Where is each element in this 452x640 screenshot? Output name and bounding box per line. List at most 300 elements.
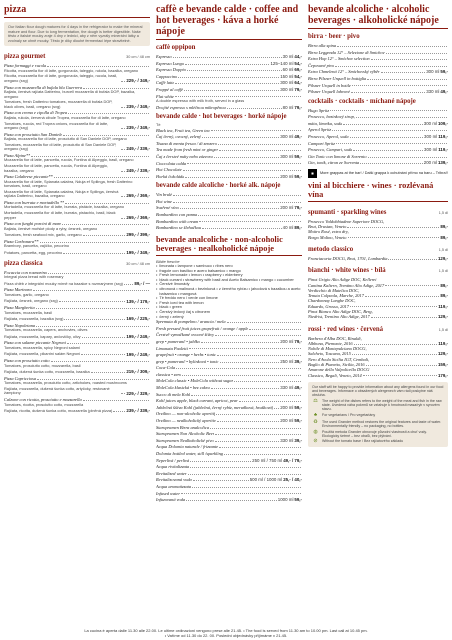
pizza-section-header	[4, 50, 150, 63]
menu-item-line	[156, 491, 302, 496]
wine-title: vini al bicchiere · wines · rozlévaná vína	[308, 181, 448, 202]
item-price: 199,- / 249,-	[126, 351, 150, 357]
menu-item-line	[156, 319, 302, 324]
pizza-item	[4, 358, 150, 368]
menu-item-line	[308, 50, 448, 55]
item-name: Spremuta di pompelmo / arancia / mela	[156, 319, 226, 325]
leader-dots	[82, 337, 126, 338]
drink-item	[156, 359, 302, 364]
menu-item-line	[308, 134, 448, 139]
drink-item	[156, 444, 302, 449]
wine-unit-label: 1,5 dl	[438, 210, 448, 215]
wine-price: 159,-	[437, 362, 448, 368]
item-name: Pizza Calabrese piccante**	[4, 174, 53, 180]
soft-drink-option: • Čerstvé limonády	[156, 282, 302, 287]
item-name: Dolomia bottled water, still /sparkling	[156, 451, 223, 456]
leader-dots	[190, 467, 301, 468]
leader-dots	[274, 408, 279, 409]
item-name: Caffè latte	[156, 80, 175, 86]
drink-item	[156, 392, 302, 397]
item-name: Acqua aromatizzata	[156, 483, 192, 489]
wine-name: Classico, Begali, Veneto, 2014	[308, 372, 362, 378]
item-quantity: 200 ml	[280, 173, 294, 179]
menu-item-line	[156, 405, 302, 410]
leader-dots	[36, 308, 149, 309]
leader-dots	[48, 273, 149, 274]
drink-item	[156, 451, 302, 456]
drink-item	[156, 105, 302, 110]
leader-dots	[64, 319, 125, 320]
pizza-desc-line	[4, 369, 150, 374]
item-name: Prosecco, Campari, soda	[308, 147, 353, 153]
wine-price: 179,-	[437, 372, 448, 378]
drink-item	[156, 128, 302, 133]
item-name: Succo di mela Kohl	[156, 391, 191, 397]
cocktail-subtitle: cocktails · cocktails · míchané nápoje	[308, 97, 416, 105]
drink-item	[156, 431, 302, 436]
pizza-item	[4, 122, 150, 131]
pizza-section-title: pizza gourmet	[4, 53, 46, 61]
item-name: Neperlivá / perlivá	[156, 457, 190, 463]
item-price: 229,- / 349,-	[126, 78, 150, 84]
item-name: Pizza Alpine**	[4, 153, 31, 158]
wine-price: 129,-	[437, 255, 448, 261]
menu-item-line	[156, 438, 302, 443]
drink-item	[156, 425, 302, 430]
pizza-description: Integral pizza bread with rosemary	[4, 274, 64, 280]
item-name: Orzilino — nealkoholický aperitiv	[156, 418, 216, 424]
soft-title: bevande analcoliche · non-alcoholic beverages · nealkoholické nápoje	[156, 235, 302, 256]
drink-description: A double espresso with milk froth, served in a glass	[156, 97, 245, 103]
wine-name: Eduardo, Grosso, 2017	[308, 303, 349, 309]
item-name: Pizza con mozzarella di bufala blu Guerrera	[4, 84, 83, 90]
drink-item	[156, 497, 302, 502]
soft-drink-option: • černý • zelený	[156, 315, 302, 320]
drink-item	[156, 464, 302, 469]
leader-dots	[371, 59, 447, 60]
soft-sub: Bibite fresche	[156, 258, 180, 264]
item-price: 79,-	[294, 205, 302, 211]
drink-item	[156, 61, 302, 66]
pizza-item	[4, 100, 150, 109]
pizza-column	[4, 4, 150, 415]
item-price: 199,- / 249,-	[126, 333, 150, 339]
wine-group-title: metodo classico	[308, 245, 354, 253]
item-quantity: 200 ml	[280, 404, 294, 410]
item-name: Frappé al caffè	[156, 86, 184, 92]
menu-item-line	[156, 339, 302, 344]
leader-dots	[183, 170, 301, 171]
leader-dots	[218, 144, 301, 145]
item-name: Staropramen Birra analcolica	[156, 424, 210, 430]
item-quantity: 300 ml	[423, 120, 437, 126]
soft-drink-option: • citronová • malinová • bezinková • z černého rybízu • jahodová s bazalkou a aceto balsamico • mangová	[156, 287, 302, 296]
menu-item-line	[156, 212, 302, 217]
allergen-text: Our staff will be happy to provide information about any allergens found in our food and beverages. Informace o obsažených alergenech vám rádi poskytne náš obsluha.	[312, 384, 444, 398]
menu-item-line	[156, 411, 302, 416]
pizza-description: Mozzarella fior di latte, Spianata calabra, Nduja ef Spilinga, fresh Datterino tomatoes, basil, oregano	[4, 178, 133, 189]
item-name: Flat white	[156, 93, 174, 99]
pizza-item	[4, 85, 150, 99]
dough-note: Our Italian flour dough matures for 4 days in the refrigerator to make the mineral mature and flour. Due to long fermentation, the dough is better digestible. Naše těsto z italské mouky zraje 4 dny v lednici, aby z něm vyzrály minerální látky a zvolnaly se ohně mouky. Těsto je díky dlouhé fermentaci lépe stravitelné.	[4, 22, 150, 46]
pizza-description: Bajlata, rukola, červená cibule Tropea, mozzarella fior di latte, oregano	[4, 114, 126, 120]
leader-dots	[354, 344, 438, 345]
item-name: Tea made from fresh mint or ginger	[156, 147, 219, 153]
menu-item-line	[156, 477, 302, 482]
coffee-title: caffè e bevande calde · coffee and hot beverages · káva a horké nápoje	[156, 4, 302, 40]
leader-dots	[385, 285, 439, 286]
eco-icon: ♻	[313, 418, 318, 425]
item-name: Extra Hop 12° – Smíchov selection	[308, 56, 370, 62]
item-name: Horká čokoláda	[156, 173, 185, 179]
drink-item	[156, 398, 302, 403]
coffee-subtitle: caffè oppipon	[156, 44, 196, 51]
item-price: 54,-	[294, 73, 302, 79]
pizza-desc-line	[4, 299, 150, 304]
item-name: Infused water	[156, 490, 181, 496]
menu-item-line	[156, 431, 302, 436]
leader-dots	[192, 487, 301, 488]
pizza-description: Tomatoes, mozzarella, prosciutto cotto, artichokes, roasted mushrooms	[4, 380, 127, 386]
item-name: Revitalized water	[156, 470, 187, 476]
item-price: 59,-	[294, 497, 302, 503]
leader-dots	[124, 284, 133, 285]
opening-hours-footer	[0, 628, 452, 638]
leader-dots	[210, 428, 301, 429]
item-name: Gin, tonik, citron ze Sorrenta	[308, 160, 360, 166]
footer-line-2: • Vaříme od 11.30 do 22. 00. Poslední objednávky přijímáme v 21.45.	[164, 633, 288, 638]
leader-dots	[360, 163, 423, 164]
item-price: 269,- / 369,-	[126, 214, 150, 220]
drink-item	[156, 339, 302, 344]
pizza-description: Rajčata, ricotta, dušená šunka cotto, mozzarella (plněná pizza)	[4, 408, 113, 414]
pizza-desc-line	[4, 143, 150, 152]
menu-item-line	[156, 398, 302, 403]
beer-subtitle: birra · beer · pivo	[308, 33, 360, 40]
drink-item	[156, 87, 302, 92]
leader-dots	[227, 108, 282, 109]
item-name: Pilsner Urquell lahvové	[308, 89, 351, 95]
wine-name: Tenuta Colpaola, Marche, 2017	[308, 293, 364, 299]
pizza-item	[4, 200, 150, 210]
leader-dots	[224, 454, 301, 455]
pizza-description: Mortadella, mozzarella fior di latte, burrata, pistachio, basil, black pepper	[4, 210, 116, 220]
pizza-description: Mortadella, mozzarella fior di latte, burrata, pistácie, bazalka, oregano	[4, 204, 125, 210]
menu-item-line	[156, 444, 302, 449]
pizza-description: Tomatoes, rucola, red Tropea onions, mozzarella fior di latte, oregano (sxg)	[4, 120, 109, 131]
leader-dots	[186, 500, 277, 501]
pizza-desc-line	[4, 352, 150, 357]
pizza-item	[4, 190, 150, 199]
leader-dots	[175, 83, 279, 84]
pizza-desc-line	[4, 100, 150, 109]
wine-name: Franciacorta DOCG, Brut, 1701, Lombardia	[308, 255, 388, 261]
menu-item-line	[156, 128, 302, 133]
drink-item	[156, 199, 302, 204]
scale-icon: ⚖	[313, 398, 318, 405]
alcohol-column	[308, 4, 448, 447]
legend-item	[312, 413, 444, 418]
wine-name: Albbona, Piemonte, 2016	[308, 340, 353, 346]
drink-item	[308, 154, 448, 159]
pizza-item	[4, 174, 150, 188]
leader-dots	[211, 388, 280, 389]
leader-dots	[350, 306, 437, 307]
item-quantity: 40 ml	[282, 225, 294, 231]
menu-item-line	[156, 359, 302, 364]
item-price: 169,- / 225,-	[126, 316, 150, 322]
pizza-item	[4, 369, 150, 374]
legend-text: Použitá metoda Grander obnovuje původní vlastnosti a chuť vody. Ekologicky šetrné – bez obalů, bez plýtvání.	[322, 429, 427, 438]
drink-item	[156, 385, 302, 390]
pizza-desc-line	[4, 137, 150, 142]
item-name: Čaj černý, ovocný, zelený	[156, 134, 201, 140]
item-name: Pizza con prosciutto San Daniele	[4, 131, 63, 137]
item-name: Pizza formaggi e rucola	[4, 63, 47, 69]
drink-item	[156, 212, 302, 217]
menu-item-line	[156, 425, 302, 430]
pizza-description: Pizza chléb z integrální mouky mírně na bazalce s rozmarýnem (sxg)	[4, 280, 123, 286]
pizza-desc-line	[4, 164, 150, 173]
item-name: Čerstvě vymačkané ovocné šťávy	[156, 332, 215, 338]
menu-item-line	[156, 192, 302, 197]
leader-dots	[227, 322, 301, 323]
soft-drink-option: • Fresh lemonade • lemon • raspberry • elderberry	[156, 273, 302, 278]
pizza-description: Tomatoes, mozzarella, capers, anchovies, olives	[4, 327, 88, 333]
leader-dots	[193, 480, 249, 481]
pizza-desc-line	[4, 275, 150, 280]
leader-dots	[188, 474, 301, 475]
item-name: Pilsner Urquell in bottle	[308, 82, 351, 88]
pizza-item	[4, 299, 150, 304]
legend-text: For vegetarians / Pro vegetariány	[322, 413, 376, 418]
menu-item-line	[156, 458, 302, 463]
pizza-item	[4, 221, 150, 231]
item-price: 89,- / —	[134, 280, 150, 286]
leader-dots	[353, 150, 423, 151]
item-quantity: 200 ml	[423, 160, 437, 166]
soft-drink-option: • limonata • lampone • sambuco • ribes nero	[156, 264, 302, 269]
pizza-item	[4, 397, 150, 407]
item-name: Jablečná šťáva Kohl (jablečná, černý rybíz, meruňková, hrušková)	[156, 404, 274, 410]
grappa-note	[308, 169, 448, 178]
pizza-description: Brambory, pancetta, vajíčko, pecorino	[4, 243, 70, 249]
drink-item	[308, 108, 448, 113]
leader-dots	[182, 375, 301, 376]
wine-group-header	[308, 323, 448, 336]
drink-item	[156, 477, 302, 482]
leader-dots	[202, 228, 281, 229]
leader-dots	[388, 259, 437, 260]
menu-item-line	[156, 392, 302, 397]
leader-dots	[332, 130, 447, 131]
legend-item	[312, 439, 444, 444]
leader-dots	[187, 70, 282, 71]
leader-dots	[185, 177, 279, 178]
drink-item	[156, 438, 302, 443]
leader-dots	[121, 218, 125, 219]
leader-dots	[216, 414, 301, 415]
drink-item	[156, 154, 302, 159]
leader-dots	[121, 107, 125, 108]
pizza-item	[4, 211, 150, 220]
item-name: máta, limetka, soda	[308, 120, 343, 126]
wine-group-header	[308, 264, 448, 277]
pizza-description: Ricotta, mozzarella fior di latte, gorgonzola, taleggio, rucola, basil, oregano (sxg)	[4, 73, 118, 83]
menu-item-line	[156, 174, 302, 179]
pizza-desc-line	[4, 281, 150, 286]
pizza-description: Mozzarella fior di latte, pancetta, rucola, Fontina di Alpeggio, bazalka, oregano	[4, 163, 109, 173]
drink-item	[308, 160, 448, 165]
pizza-desc-line	[4, 244, 150, 249]
item-name: Hugo Spritz	[308, 107, 330, 113]
drink-item	[308, 89, 448, 94]
item-price: 109,-	[437, 120, 448, 126]
pizza-item	[4, 334, 150, 339]
wine-group-title: rossi · red wines · červená	[308, 325, 384, 333]
leader-dots	[201, 342, 279, 343]
drink-item	[156, 352, 302, 357]
pizza-item	[4, 63, 150, 73]
wine-group-header	[308, 206, 448, 219]
pizza-description: Rajčata, česnek, oregano (sxg)	[4, 298, 58, 304]
item-price: 239,- / 339,-	[126, 408, 150, 414]
item-name: Birra alla spina	[308, 43, 337, 48]
leader-dots	[335, 66, 447, 67]
item-name: Espresso Lungo	[156, 60, 185, 66]
wine-group	[308, 243, 448, 261]
item-quantity: 300 ml	[424, 133, 438, 139]
drink-item	[156, 378, 302, 383]
drink-item	[156, 346, 302, 351]
item-quantity: 250 ml	[280, 358, 294, 364]
pizza-size-label: 30 cm / 48 cm	[126, 261, 150, 266]
pizza-size-label: 30 cm / 48 cm	[126, 55, 150, 60]
item-name: Čaj z čerstvé máty nebo zázvoru	[156, 153, 213, 159]
pizza-desc-line	[4, 328, 150, 333]
menu-item-line	[156, 219, 302, 224]
item-quantity: 80 ml	[282, 104, 294, 110]
leader-dots	[59, 301, 125, 302]
item-price: 79,-	[294, 338, 302, 344]
drink-item	[308, 121, 448, 126]
leader-dots	[199, 221, 301, 222]
leader-dots	[185, 64, 269, 65]
pizza-desc-line	[4, 232, 150, 237]
item-price: 139,-	[437, 160, 448, 166]
wine-name: Baglio di Pianetto, Sicilia, 2016	[308, 362, 365, 368]
leader-dots	[51, 361, 149, 362]
drink-item	[308, 114, 448, 119]
item-price: 139,- / 179,-	[126, 298, 150, 304]
wine-price: 89,-	[440, 234, 448, 240]
drink-item	[156, 372, 302, 377]
drink-item	[156, 80, 302, 85]
soft-drink-option: • black currant • strawberry with basil and Aceto Balsamico • mango • cucumber	[156, 278, 302, 283]
leader-dots	[198, 215, 301, 216]
item-name: Extra Chmelená 12° – Smíchovský výběr	[308, 69, 380, 75]
wine-item	[308, 373, 448, 378]
item-name: Pizza Napoletana	[4, 322, 36, 328]
pizza-desc-line	[4, 211, 150, 220]
drink-item	[156, 411, 302, 416]
menu-item-line	[308, 108, 448, 113]
allergen-callout	[308, 382, 448, 448]
legend-item	[312, 430, 444, 438]
pizza-desc-line	[4, 190, 150, 199]
item-name: Aperol Spritz	[308, 127, 332, 133]
menu-item-line	[156, 87, 302, 92]
leader-dots	[184, 90, 279, 91]
item-name: Campari Spritz	[308, 140, 335, 146]
menu-item-line	[156, 471, 302, 476]
item-quantity: 330 ml	[280, 437, 294, 443]
item-price: 59,-	[294, 404, 302, 410]
menu-item-line	[308, 89, 448, 94]
leader-dots	[81, 354, 125, 355]
item-price: 269,- / 369,-	[126, 193, 150, 199]
pizza-description: Mozzarella fior di latte, Spianata calabra, Nduja e Spilinga, čerstvá rajčata Datterino, bazalka, oregano	[4, 188, 119, 199]
item-name: Hot wine	[156, 198, 172, 204]
leader-dots	[187, 163, 301, 164]
leader-dots	[215, 335, 301, 336]
pizza-item	[4, 352, 150, 357]
menu-item-line	[308, 127, 448, 132]
wine-price: 129,-	[437, 351, 448, 357]
menu-item-line	[156, 418, 302, 423]
item-name: Acqua Dolomia naturale / frizzante	[156, 444, 219, 450]
legend-item	[312, 399, 444, 412]
wine-unit-label: 1,5 dl	[438, 269, 448, 274]
item-quantity: 30 ml	[282, 54, 294, 59]
wine-group-title: bianchi · white wines · bílá	[308, 267, 386, 275]
item-price: 69,-	[294, 67, 302, 73]
item-name: Fresh pressed fruit juices grapefruit / orange / apple	[156, 325, 249, 331]
wine-name: Niedrist, Trentino Alto Adige, 2017	[308, 314, 370, 320]
leader-dots	[215, 441, 280, 442]
leader-dots	[352, 354, 437, 355]
item-name: Dvojité espresso s mléčnou mikropěnou	[156, 104, 226, 110]
item-name: Prosecco, Aperol, soda	[308, 133, 349, 139]
leader-dots	[176, 368, 301, 369]
leader-dots	[178, 77, 279, 78]
item-name: Bombardino con panna	[156, 211, 198, 217]
pizza-item	[4, 153, 150, 163]
item-price: 59,-	[294, 418, 302, 424]
wine-name: Pinot Bianco Alto Adige DOC, Berg,	[308, 308, 373, 314]
menu-item-line	[308, 114, 448, 119]
item-name: Espresso Doppio	[156, 67, 186, 73]
leader-dots	[330, 110, 447, 111]
pizza-item	[4, 110, 150, 120]
pizza-desc-line	[4, 180, 150, 189]
qr-code-icon[interactable]	[308, 169, 317, 178]
item-name: grep • pomeranč • bylinková • tonic	[156, 358, 219, 364]
drink-item	[156, 141, 302, 146]
item-price: 119,-	[438, 147, 448, 153]
item-name: Pizza con funghi porcini di mare	[4, 221, 62, 227]
leader-dots	[217, 355, 301, 356]
menu-item-line	[156, 134, 302, 139]
leader-dots	[386, 53, 447, 54]
item-price: 49,-	[294, 134, 302, 140]
drink-item	[156, 418, 302, 423]
drink-item	[156, 458, 302, 463]
menu-item-line	[156, 365, 302, 370]
wine-name: Nero d'Avola Sicilia IGT, Cembali,	[308, 356, 370, 362]
pizza-desc-line	[4, 116, 150, 121]
menu-item-line	[308, 154, 448, 159]
